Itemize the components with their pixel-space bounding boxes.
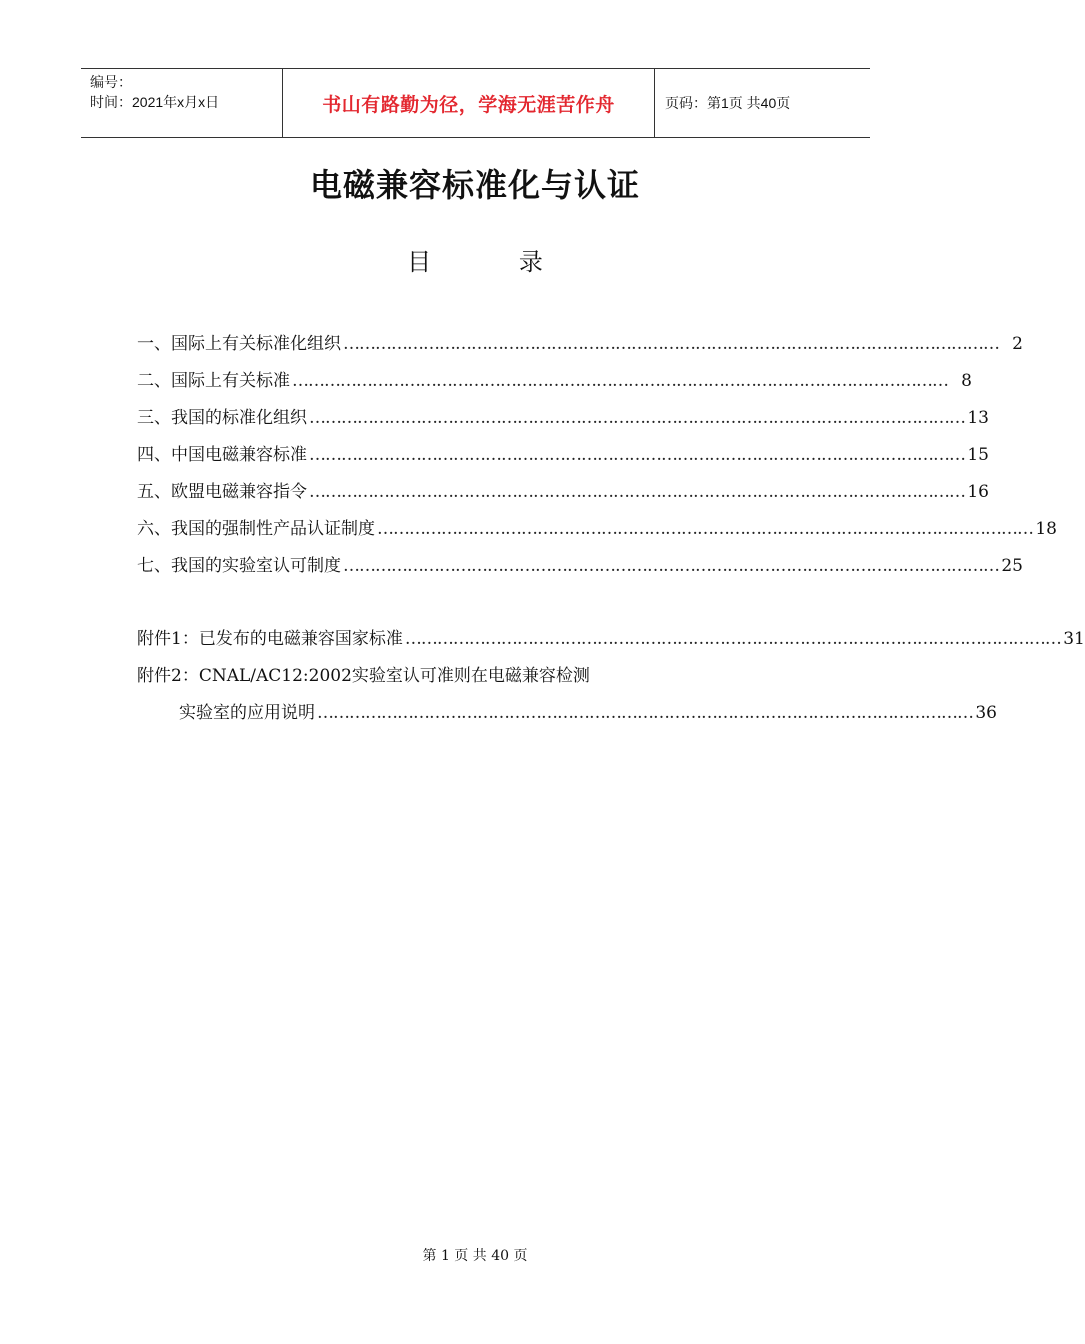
toc-spacer — [137, 589, 809, 625]
toc-entry[interactable] — [137, 404, 989, 441]
toc-entry[interactable] — [137, 441, 989, 478]
toc-appendix-entry[interactable] — [137, 625, 1085, 662]
header-motto: 书山有路勤为径，学海无涯苦作舟 — [322, 94, 615, 116]
toc-leader-dots: …………………………………………………………………………………………………………… — [309, 408, 965, 428]
header-motto-cell — [282, 69, 655, 137]
toc-entry-page: 36 — [975, 703, 997, 723]
header-meta — [81, 69, 282, 137]
page-footer: 第 1 页 共 40 页 — [422, 1248, 528, 1264]
toc-leader-dots: …………………………………………………………………………………………………………… — [309, 482, 965, 502]
document-number-label: 编号： — [90, 74, 132, 90]
header-page-info: 页码：第1页 共40页 — [665, 95, 791, 111]
toc-leader-dots: …………………………………………………………………………………………………………… — [309, 445, 965, 465]
toc-entry-label: 二、国际上有关标准 — [137, 371, 290, 391]
toc-heading-left: 目 — [407, 248, 432, 276]
toc-entry-page: 25 — [1001, 556, 1023, 576]
toc-entry[interactable] — [137, 367, 972, 404]
document-time-label: 时间：2021年x月x日 — [90, 94, 220, 110]
toc-entry-label: 四、中国电磁兼容标准 — [137, 445, 307, 465]
toc-appendix-entry[interactable] — [137, 662, 809, 699]
toc-entry-label: 一、国际上有关标准化组织 — [137, 334, 341, 354]
toc-entry[interactable] — [137, 330, 1023, 367]
toc-entry-page: 8 — [961, 371, 972, 391]
toc-leader-dots: …………………………………………………………………………………………………………… — [377, 519, 1033, 539]
header-page-cell — [655, 69, 870, 137]
toc-heading — [0, 242, 950, 277]
toc-entry-label: 三、我国的标准化组织 — [137, 408, 307, 428]
toc-entry-page: 18 — [1035, 519, 1057, 539]
toc-entry-page: 15 — [967, 445, 989, 465]
document-title: 电磁兼容标准化与认证 — [309, 166, 640, 204]
toc-leader-dots: …………………………………………………………………………………………………………… — [343, 556, 999, 576]
toc-leader-dots: …………………………………………………………………………………………………………… — [404, 629, 1061, 649]
toc-entry-page: 16 — [967, 482, 989, 502]
toc-leader-dots: …………………………………………………………………………………………………………… — [292, 371, 948, 391]
toc-entry-label: 实验室的应用说明 — [179, 703, 315, 723]
toc-entry-label: 七、我国的实验室认可制度 — [137, 556, 341, 576]
table-of-contents — [137, 330, 1085, 736]
toc-entry-page: 2 — [1012, 334, 1023, 354]
toc-entry-label: 附件1：已发布的电磁兼容国家标准 — [137, 629, 403, 649]
page-header — [81, 68, 870, 138]
toc-entry-page: 31 — [1063, 629, 1085, 649]
toc-heading-right: 录 — [518, 248, 543, 276]
toc-entry-label: 附件2：CNAL/AC12:2002实验室认可准则在电磁兼容检测 — [137, 666, 590, 686]
toc-entry[interactable] — [137, 552, 1023, 589]
toc-entry[interactable] — [137, 478, 989, 515]
toc-entry-label: 五、欧盟电磁兼容指令 — [137, 482, 307, 502]
toc-entry[interactable] — [137, 515, 1057, 552]
toc-entry-label: 六、我国的强制性产品认证制度 — [137, 519, 375, 539]
toc-appendix-entry-continued[interactable] — [137, 699, 997, 736]
toc-entry-page: 13 — [967, 408, 989, 428]
toc-leader-dots: …………………………………………………………………………………………………………… — [343, 334, 999, 354]
toc-leader-dots: …………………………………………………………………………………………………………… — [317, 703, 973, 723]
